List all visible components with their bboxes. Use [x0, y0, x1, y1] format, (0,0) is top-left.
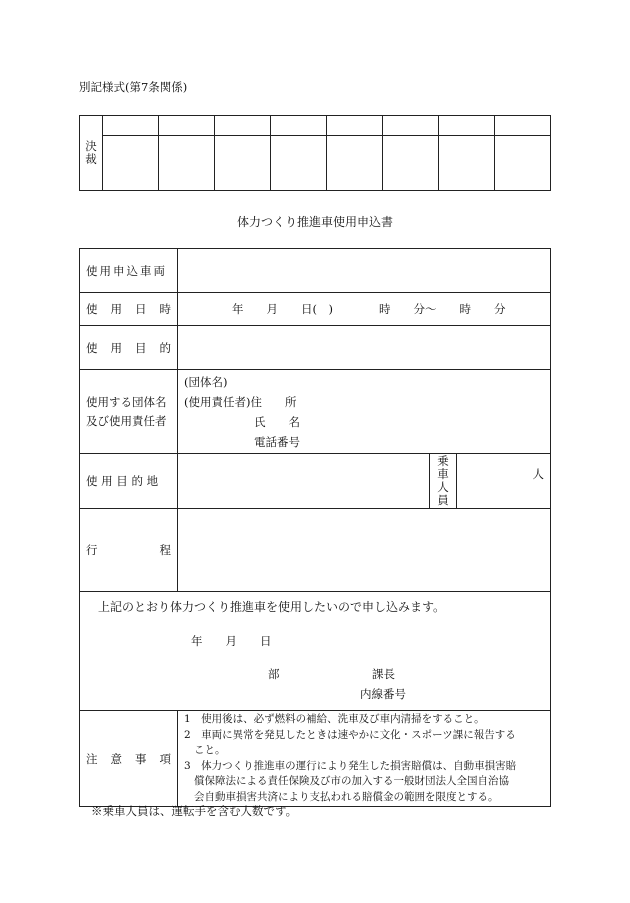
purpose-label: 使 用 目 的: [80, 326, 178, 370]
destination-label: 使 用 目 的 地: [80, 454, 178, 509]
datetime-field[interactable]: [178, 293, 551, 326]
responsible-phone-label: 電話番号: [254, 434, 300, 449]
approval-stamp-cell[interactable]: [327, 136, 383, 191]
approval-title-cell[interactable]: [495, 116, 551, 136]
approval-label: [80, 116, 103, 191]
approval-stamp-cell[interactable]: [159, 136, 215, 191]
itinerary-label: 行 程: [80, 509, 178, 592]
responsible-address-label: (使用責任者)住 所: [184, 394, 297, 409]
approval-title-cell[interactable]: [215, 116, 271, 136]
purpose-field[interactable]: [178, 326, 551, 370]
approval-stamp-cell[interactable]: [439, 136, 495, 191]
datetime-value: 年 月 日( ) 時 分～ 時 分: [232, 302, 506, 316]
approval-table: [79, 115, 551, 191]
declaration-date[interactable]: 年 月 日: [191, 634, 272, 648]
declaration-extension[interactable]: 内線番号: [360, 687, 406, 701]
group-name-label: (団体名): [184, 374, 228, 389]
approval-title-cell[interactable]: [439, 116, 495, 136]
approval-title-cell[interactable]: [327, 116, 383, 136]
declaration-section-chief[interactable]: 課長: [372, 667, 395, 681]
approval-title-cell[interactable]: [159, 116, 215, 136]
passengers-label: 乗 車 人 員: [430, 454, 457, 509]
vehicle-label: 使用申込車両: [80, 249, 178, 293]
declaration-statement: 上記のとおり体力つくり推進車を使用したいので申し込みます。: [98, 600, 446, 614]
approval-stamp-cell[interactable]: [383, 136, 439, 191]
notes-content: [178, 711, 551, 807]
passengers-unit: 人: [532, 467, 544, 481]
itinerary-field[interactable]: [178, 509, 551, 592]
datetime-label: 使 用 日 時: [80, 293, 178, 326]
approval-title-cell[interactable]: [271, 116, 327, 136]
approval-stamp-cell[interactable]: [103, 136, 159, 191]
destination-field[interactable]: [178, 454, 430, 509]
application-table: [79, 248, 551, 807]
note-item-3: 3 体力つくり推進車の運行により発生した損害賠償は、自動車損害賠: [184, 759, 517, 772]
group-label: 使用する団体名 及び使用責任者: [80, 370, 178, 454]
note-item-2-cont: こと。: [194, 744, 226, 756]
note-item-3-cont: 償保障法による責任保険及び市の加入する一般財団法人全国自治協: [194, 775, 509, 787]
declaration-block: [80, 592, 551, 711]
footnote: ※乗車人員は、運転手を含む人数です。: [91, 804, 298, 818]
approval-stamp-cell[interactable]: [271, 136, 327, 191]
approval-label-char: 決: [85, 139, 97, 153]
notes-label: 注 意 事 項: [80, 711, 178, 807]
group-field[interactable]: [178, 370, 551, 454]
approval-title-cell[interactable]: [103, 116, 159, 136]
approval-label-char: 裁: [85, 152, 97, 166]
form-title: 体力つくり推進車使用申込書: [236, 215, 393, 229]
note-item-3-cont: 会自動車損害共済により支払われる賠償金の範囲を限度とする。: [194, 790, 499, 803]
approval-stamp-cell[interactable]: [495, 136, 551, 191]
approval-title-cell[interactable]: [383, 116, 439, 136]
vehicle-field[interactable]: [178, 249, 551, 293]
responsible-name-label: 氏 名: [254, 414, 300, 429]
approval-stamp-cell[interactable]: [215, 136, 271, 191]
form-id: 別記様式(第7条関係): [79, 80, 188, 94]
note-item-2: 2 車両に異常を発見したときは速やかに文化・スポーツ課に報告する: [184, 728, 516, 741]
note-item-1: 1 使用後は、必ず燃料の補給、洗車及び車内清掃をすること。: [184, 713, 485, 725]
declaration-dept[interactable]: 部: [268, 667, 280, 681]
passengers-field[interactable]: [457, 454, 551, 509]
